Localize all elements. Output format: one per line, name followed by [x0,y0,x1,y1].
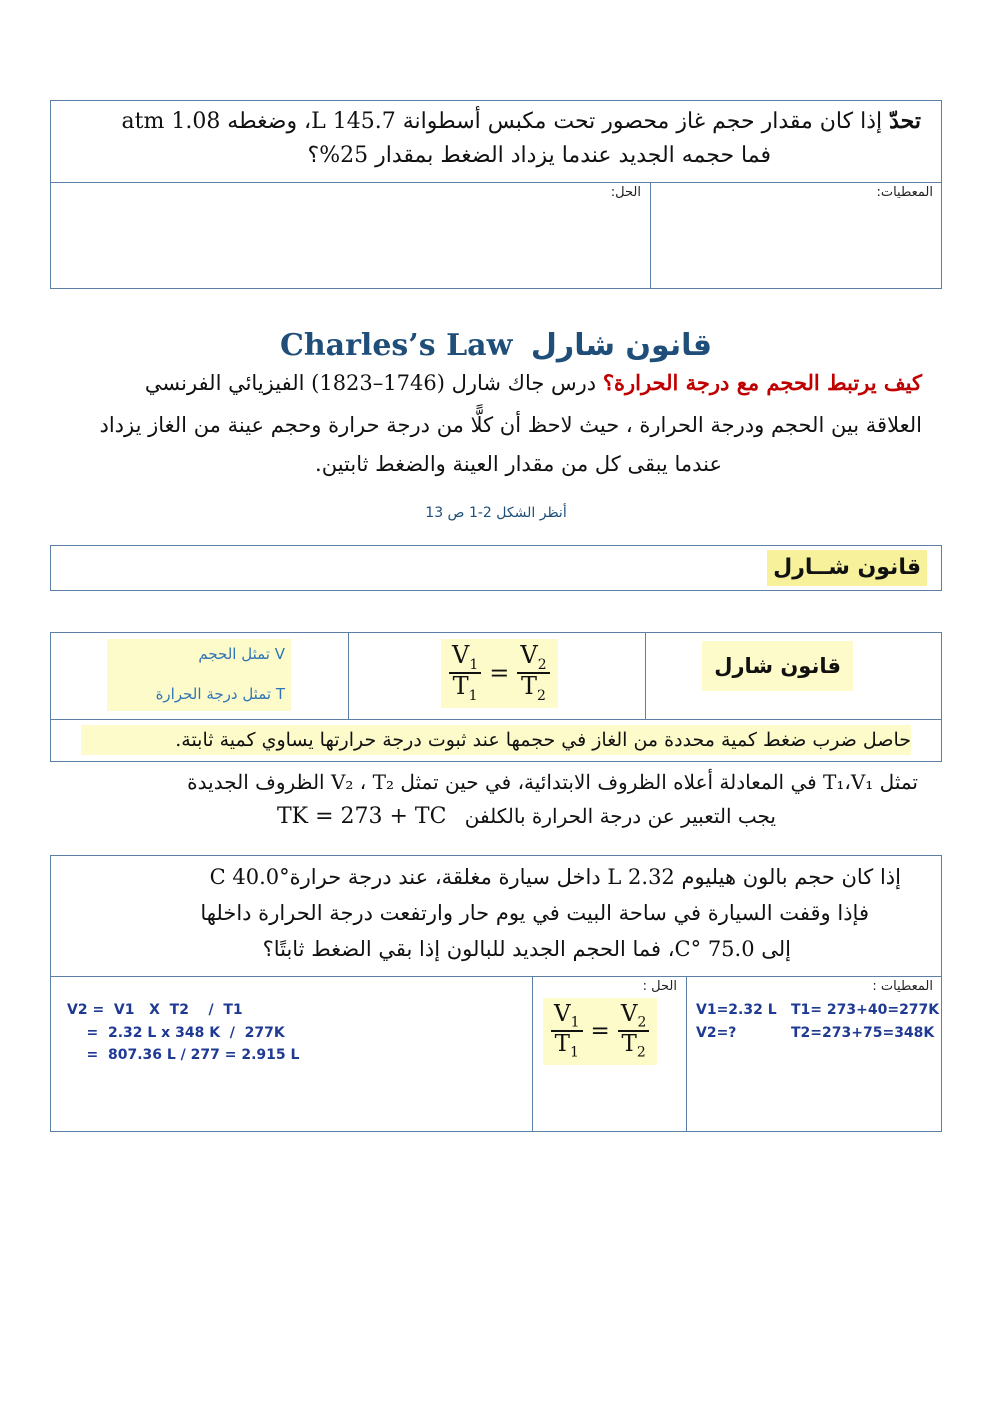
example-v2-over-t2: $\frac{V_2}{T_2}$ [618,1002,650,1061]
challenge-question [61,105,921,138]
law-name: قانون شارل [702,641,853,691]
challenge-line2: فما حجمه الجديد عندما يزداد الضغط بمقدار 25%؟ [307,143,771,168]
example-line1: إذا كان حجم بالون هيليوم 2.32 L داخل سيارة مغلقة، عند درجة حرارة°C 40.0 [209,865,901,889]
challenge-given-area[interactable] [651,205,939,285]
given-v1: V1=2.32 L [696,1002,777,1018]
example-solution-label: الحل : [642,979,677,994]
example-col-divider-1 [532,976,533,1131]
given-v2: V2=? [696,1025,737,1041]
variable-legend [107,639,291,711]
title-english: Charles’s Law [279,328,513,363]
title-arabic: قانون شارل [530,328,712,363]
example-divider [51,976,941,977]
challenge-solution-label: الحل: [610,185,641,200]
intro-line1-rest: درس جاك شارل (1746–1823) الفيزيائي الفرنسي [144,371,603,395]
formula-equals: = [489,659,510,688]
law-col-divider-2 [645,633,646,719]
challenge-given-label: المعطيات: [876,185,933,200]
challenge-box [50,100,942,289]
example-given-label: المعطيات : [872,979,933,994]
intro-question: كيف يرتبط الحجم مع درجة الحرارة؟ [602,370,922,395]
example-formula [543,998,657,1065]
given-t1: T1= 273+40=277K [791,1002,940,1018]
challenge-divider [51,182,941,183]
calc-line2: = 2.32 L x 348 K / 277K [67,1025,285,1041]
challenge-line1: إذا كان مقدار حجم غاز محصور تحت مكبس أسطوانة 145.7 L، وضغطه 1.08 atm [121,109,883,134]
formula-v2-over-t2: $\frac{V_2}{T_2}$ [517,643,549,704]
law-col-divider-1 [348,633,349,719]
calc-line1: V2 = V1 X T2 / T1 [67,1002,243,1018]
law-table [50,632,942,762]
example-line3: إلى 75.0 °C، فما الحجم الجديد للبالون إذا بقي الضغط ثابتًا؟ [262,937,791,961]
example-formula-equals: = [590,1018,610,1045]
formula-v1-over-t1: $\frac{V_1}{T_1}$ [449,643,481,704]
example-v1-over-t1: $\frac{V_1}{T_1}$ [551,1002,583,1061]
page-title [0,328,992,363]
notes-line2-text: يجب التعبير عن درجة الحرارة بالكلفن [464,804,776,828]
law-formula [441,639,558,708]
notes-line2 [216,800,776,833]
law-row-divider [51,719,941,720]
law-label: قانون شــارل [767,550,927,586]
kelvin-formula: TK = 273 + TC [276,804,447,829]
challenge-solution-area[interactable] [53,205,647,285]
notes-line1: تمثل T₁،V₁ في المعادلة أعلاه الظروف الابتدائية، في حين تمثل V₂ ، T₂ الظروف الجديدة [187,770,918,794]
example-col-divider-2 [686,976,687,1131]
law-statement: حاصل ضرب ضغط كمية محددة من الغاز في حجمها عند ثبوت درجة حرارتها يساوي كمية ثابتة. [81,725,911,755]
calc-line3: = 807.36 L / 277 = 2.915 L [67,1047,300,1063]
challenge-label: تحدّ [889,108,921,134]
example-box [50,855,942,1132]
given-t2: T2=273+75=348K [791,1025,935,1041]
intro-line1 [52,366,922,400]
intro-line2: العلاقة بين الحجم ودرجة الحرارة ، حيث لاحظ أن كلًّا من درجة حرارة وحجم عينة من الغاز يزداد [99,413,922,437]
intro-line3: عندما يبقى كل من مقدار العينة والضغط ثابتين. [315,452,722,476]
law-label-box [50,545,942,591]
legend-volume: V تمثل الحجم [198,645,285,663]
legend-temperature: T تمثل درجة الحرارة [155,685,285,703]
figure-reference: أنظر الشكل 2-1 ص 13 [425,505,567,521]
example-line2: فإذا وقفت السيارة في ساحة البيت في يوم حار وارتفعت درجة الحرارة داخلها [200,901,869,925]
